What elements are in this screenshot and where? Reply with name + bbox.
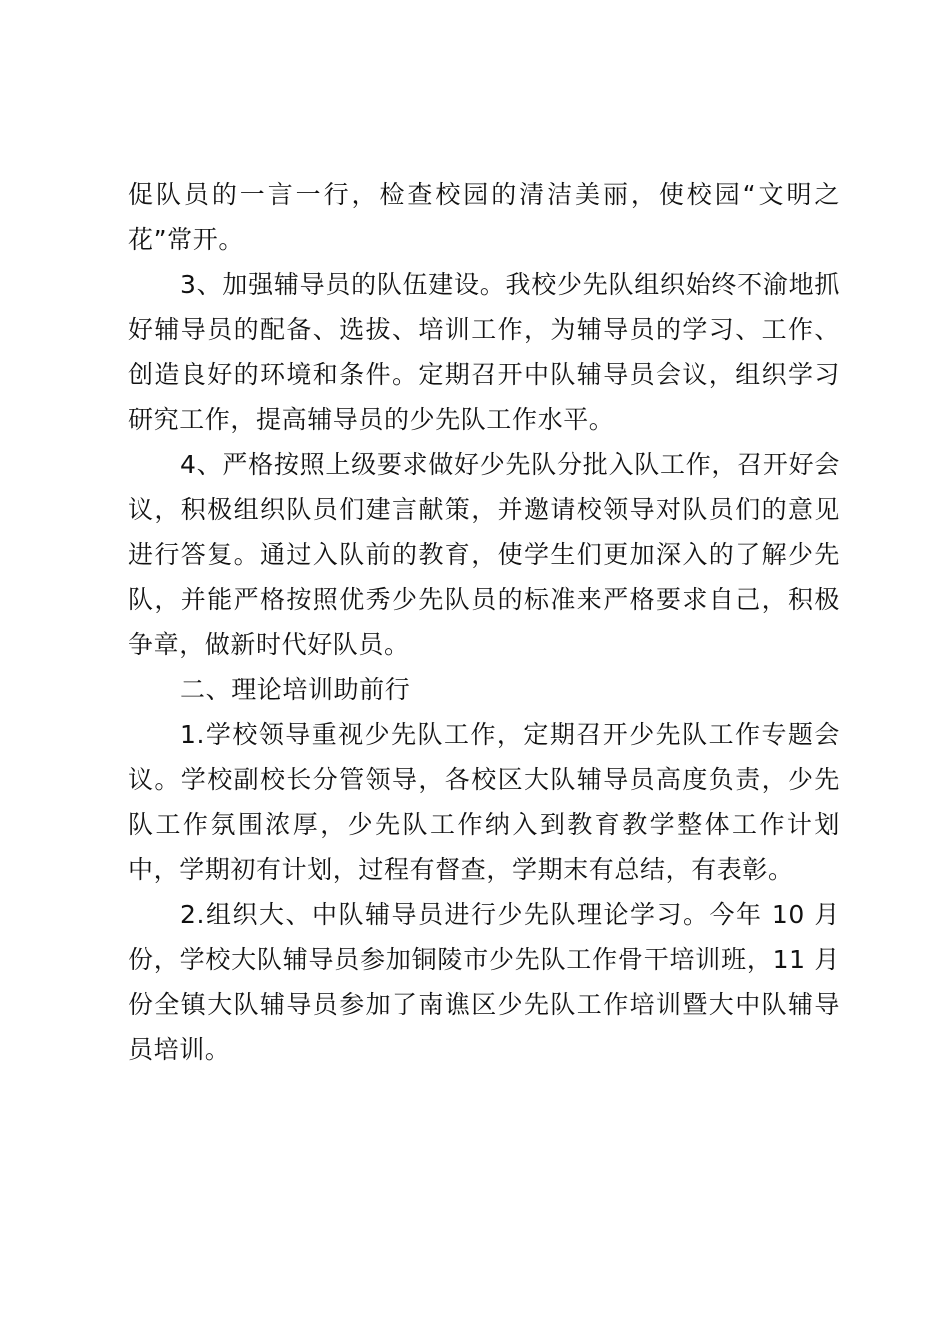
- paragraph-item-3: 3、加强辅导员的队伍建设。我校少先队组织始终不渝地抓好辅导员的配备、选拔、培训工作，为辅导员的学习、工作、创造良好的环境和条件。定期召开中队辅导员会议，组织学习研究工作，提高辅导员的少先队工作水平。: [128, 270, 840, 434]
- paragraph-item-1: 1.学校领导重视少先队工作，定期召开少先队工作专题会议。学校副校长分管领导，各校区大队辅导员高度负责，少先队工作氛围浓厚，少先队工作纳入到教育教学整体工作计划中，学期初有计划，过程有督查，学期末有总结，有表彰。: [128, 720, 840, 884]
- paragraph-item-2: 2.组织大、中队辅导员进行少先队理论学习。今年 10 月份，学校大队辅导员参加铜陵市少先队工作骨干培训班，11 月份全镇大队辅导员参加了南谯区少先队工作培训暨大中队辅导员培训。: [128, 900, 840, 1064]
- paragraph-item-4: 4、严格按照上级要求做好少先队分批入队工作，召开好会议，积极组织队员们建言献策，并邀请校领导对队员们的意见进行答复。通过入队前的教育，使学生们更加深入的了解少先队，并能严格按照优秀少先队员的标准来严格要求自己，积极争章，做新时代好队员。: [128, 450, 840, 659]
- document-page: [128, 172, 840, 1072]
- paragraph-continuation: 促队员的一言一行，检查校园的清洁美丽，使校园“文明之花”常开。: [128, 180, 840, 254]
- section-heading: 二、理论培训助前行: [180, 675, 411, 704]
